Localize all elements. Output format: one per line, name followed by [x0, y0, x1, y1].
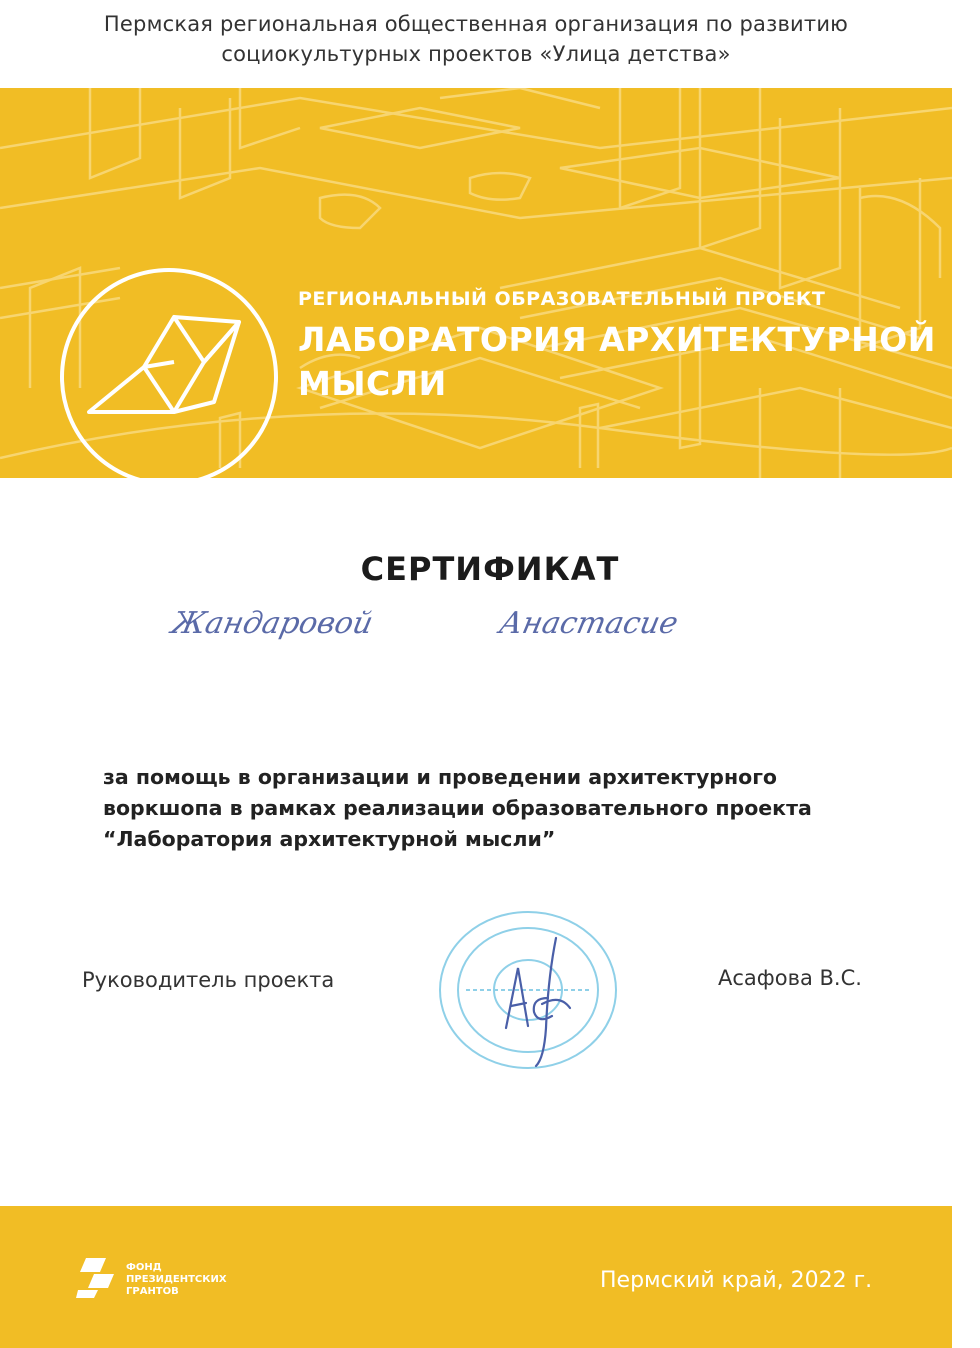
- certificate-footer: [0, 1206, 952, 1348]
- organization-name-line-1: Пермская региональная общественная организация по развитию: [103, 12, 849, 36]
- place-and-date: Пермский край, 2022 г.: [600, 1268, 873, 1293]
- project-name-line-2: МЫСЛИ: [298, 364, 447, 403]
- project-banner: [0, 88, 952, 478]
- paper-boat-icon: [84, 302, 254, 432]
- fund-name-line-1: ФОНД: [126, 1262, 162, 1273]
- presidential-grants-fund-logo: [76, 1254, 124, 1302]
- organization-stamp: [436, 908, 621, 1073]
- award-reason-line-3: “Лаборатория архитектурной мысли”: [103, 827, 556, 851]
- award-reason-line-1: за помощь в организации и проведении архитектурного: [103, 765, 778, 789]
- award-reason: [103, 762, 923, 855]
- logo-circle: [60, 268, 278, 478]
- fund-name: [126, 1262, 227, 1298]
- recipient-surname: Жандаровой: [168, 606, 377, 641]
- award-reason-line-2: воркшопа в рамках реализации образовательного проекта: [103, 796, 812, 820]
- fund-name-line-3: ГРАНТОВ: [126, 1286, 179, 1297]
- fund-name-line-2: ПРЕЗИДЕНТСКИХ: [126, 1274, 227, 1285]
- handwritten-signature: [506, 938, 570, 1066]
- recipient-name: Анастасие: [496, 606, 682, 641]
- project-name-line-1: ЛАБОРАТОРИЯ АРХИТЕКТУРНОЙ: [298, 320, 936, 359]
- organization-name-line-2: социокультурных проектов «Улица детства»: [221, 42, 731, 66]
- scan-margin: [952, 0, 980, 1348]
- signer-role: Руководитель проекта: [82, 968, 335, 992]
- project-kind: РЕГИОНАЛЬНЫЙ ОБРАЗОВАТЕЛЬНЫЙ ПРОЕКТ: [298, 288, 826, 310]
- certificate-title: СЕРТИФИКАТ: [360, 550, 620, 588]
- signer-name: Асафова В.С.: [718, 966, 862, 990]
